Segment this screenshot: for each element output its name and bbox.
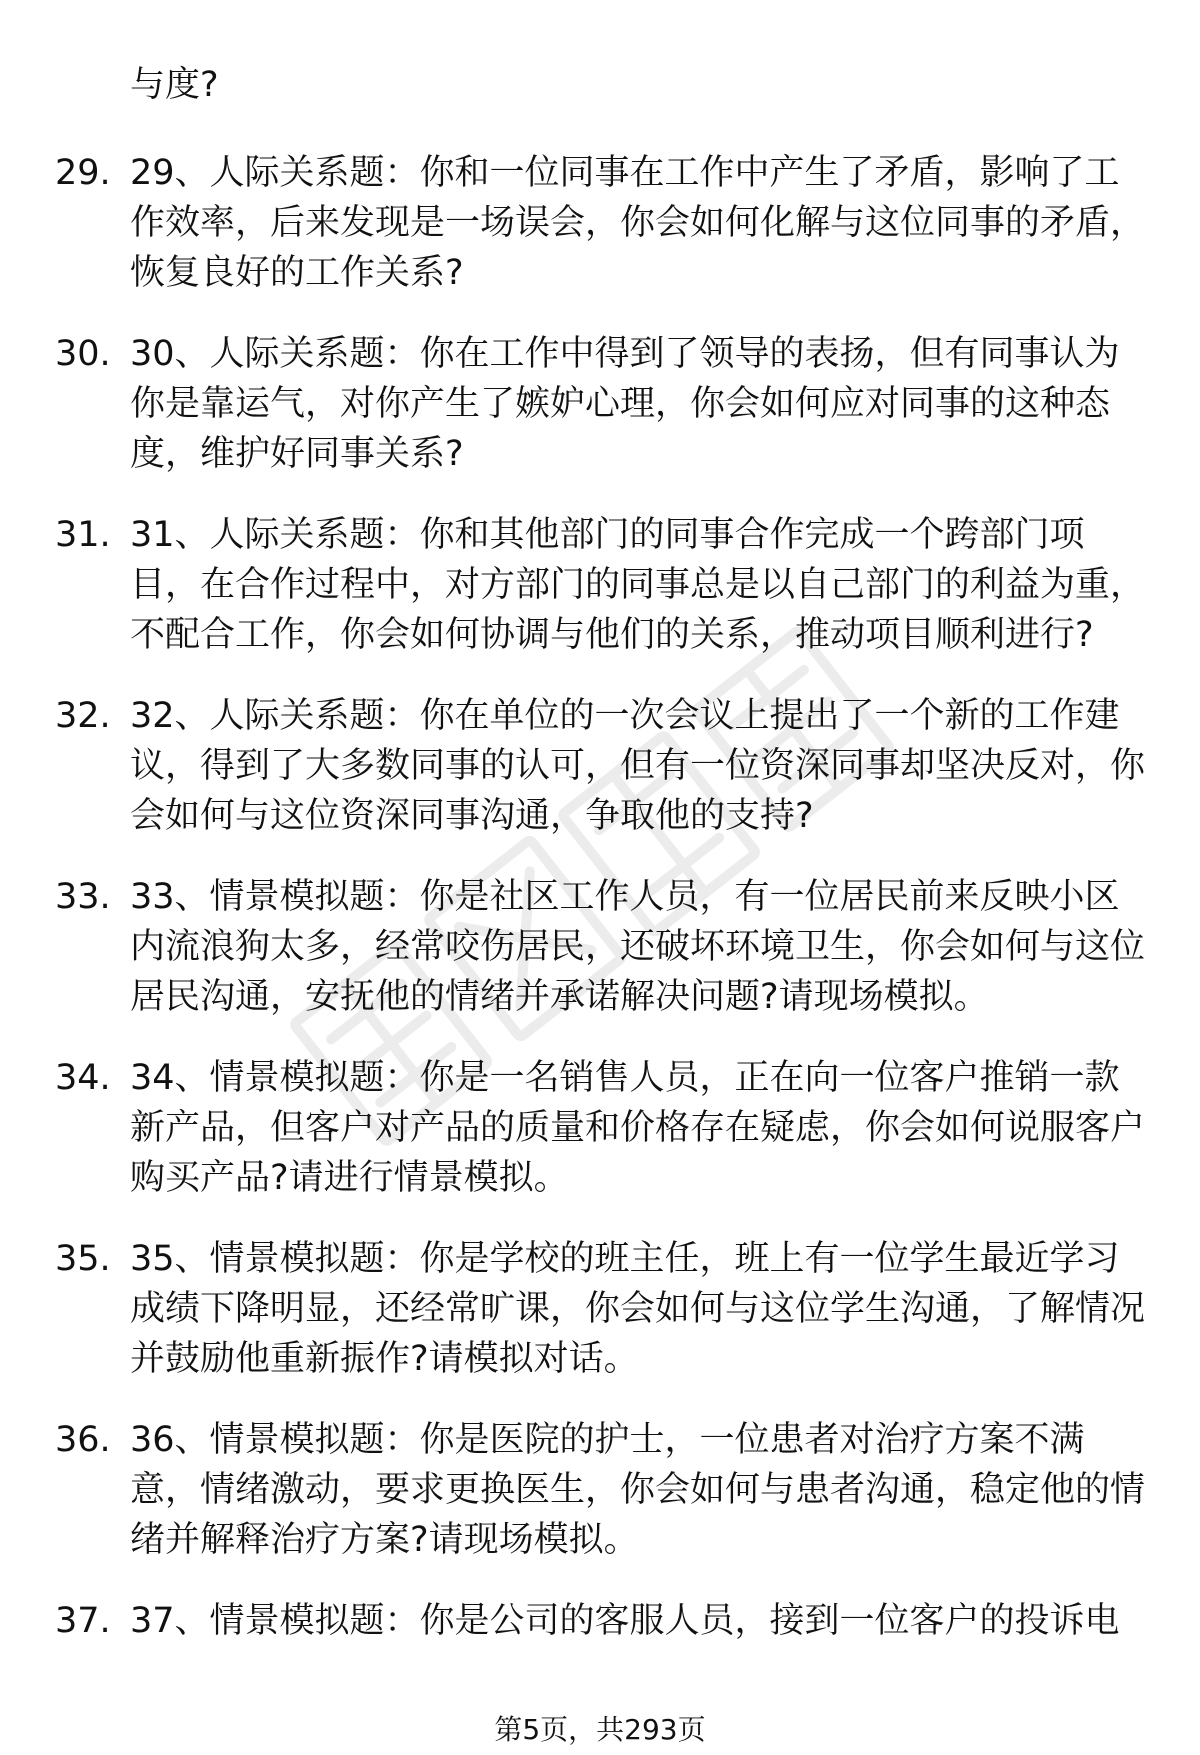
- list-number: 32.: [55, 696, 111, 736]
- list-item: [0, 1596, 1200, 1646]
- list-item: [0, 691, 1200, 841]
- page-footer: 第5页，共293页: [494, 1713, 706, 1746]
- question-text: 35、情景模拟题：你是学校的班主任，班上有一位学生最近学习成绩下降明显，还经常旷课，你会如何与这位学生沟通，了解情况并鼓励他重新振作?请模拟对话。: [130, 1239, 1146, 1379]
- list-number: 34.: [55, 1058, 111, 1098]
- list-number: 30.: [55, 334, 111, 374]
- question-text: 37、情景模拟题：你是公司的客服人员，接到一位客户的投诉电: [130, 1601, 1120, 1641]
- list-item: [0, 148, 1200, 298]
- list-item: [0, 1234, 1200, 1384]
- list-number: 33.: [55, 877, 111, 917]
- list-item: [0, 329, 1200, 479]
- list-item: [0, 1053, 1200, 1203]
- list-number: 35.: [55, 1239, 111, 1279]
- list-number: 31.: [55, 515, 111, 555]
- question-text: 34、情景模拟题：你是一名销售人员，正在向一位客户推销一款新产品，但客户对产品的质量和价格存在疑虑，你会如何说服客户购买产品?请进行情景模拟。: [130, 1058, 1146, 1198]
- list-item: [0, 872, 1200, 1022]
- continuation-text: 与度?: [130, 65, 219, 105]
- question-text: 30、人际关系题：你在工作中得到了领导的表扬，但有同事认为你是靠运气，对你产生了嫉妒心理，你会如何应对同事的这种态度，维护好同事关系?: [130, 334, 1120, 474]
- question-text: 32、人际关系题：你在单位的一次会议上提出了一个新的工作建议，得到了大多数同事的认可，但有一位资深同事却坚决反对，你会如何与这位资深同事沟通，争取他的支持?: [130, 696, 1146, 836]
- question-text: 33、情景模拟题：你是社区工作人员，有一位居民前来反映小区内流浪狗太多，经常咬伤居民，还破坏环境卫生，你会如何与这位居民沟通，安抚他的情绪并承诺解决问题?请现场模拟。: [130, 877, 1146, 1017]
- list-item: [0, 1415, 1200, 1565]
- question-list: [0, 148, 1200, 1677]
- list-number: 37.: [55, 1601, 111, 1641]
- list-number: 29.: [55, 153, 111, 193]
- question-text: 29、人际关系题：你和一位同事在工作中产生了矛盾，影响了工作效率，后来发现是一场误会，你会如何化解与这位同事的矛盾，恢复良好的工作关系?: [130, 153, 1146, 293]
- list-number: 36.: [55, 1420, 111, 1460]
- question-text: 36、情景模拟题：你是医院的护士，一位患者对治疗方案不满意，情绪激动，要求更换医生，你会如何与患者沟通，稳定他的情绪并解释治疗方案?请现场模拟。: [130, 1420, 1146, 1560]
- list-item: [0, 510, 1200, 660]
- question-text: 31、人际关系题：你和其他部门的同事合作完成一个跨部门项目，在合作过程中，对方部门的同事总是以自己部门的利益为重，不配合工作，你会如何协调与他们的关系，推动项目顺利进行?: [130, 515, 1146, 655]
